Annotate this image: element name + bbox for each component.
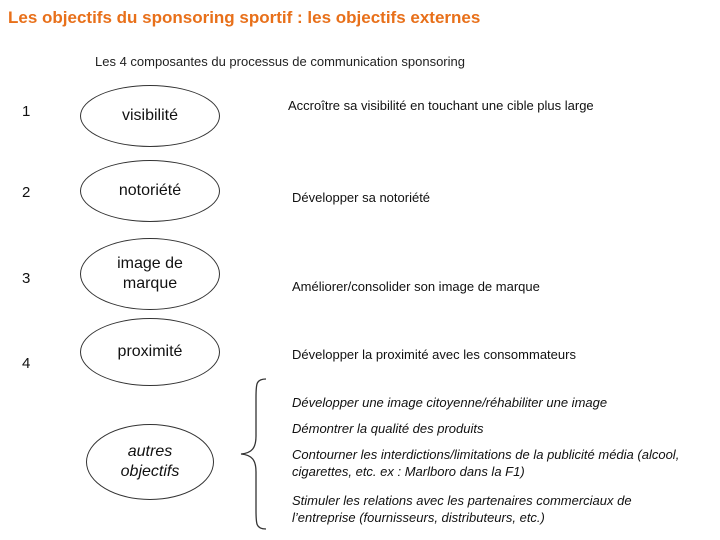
component-number-1: 1	[22, 103, 31, 120]
component-objective-4: Développer la proximité avec les consommateurs	[292, 347, 576, 362]
component-number-4: 4	[22, 355, 31, 372]
component-label-proximite: proximité	[117, 343, 183, 360]
other-objective-1: Développer une image citoyenne/réhabiliter une image	[292, 395, 608, 410]
component-oval-visibilite	[80, 85, 220, 147]
page-title: Les objectifs du sponsoring sportif : les objectifs externes	[8, 8, 481, 27]
other-objectives-label-line1: autres	[127, 443, 173, 460]
component-oval-proximite	[80, 318, 220, 386]
component-oval-image-de-marque	[80, 238, 220, 310]
component-number-3: 3	[22, 270, 31, 287]
curly-brace-icon	[236, 376, 276, 532]
component-number-2: 2	[22, 184, 31, 201]
component-objective-3: Améliorer/consolider son image de marque	[292, 279, 540, 294]
component-objective-1: Accroître sa visibilité en touchant une cible plus large	[288, 98, 594, 113]
component-label-image-line1: image de	[117, 255, 183, 272]
other-objectives-label-line2: objectifs	[120, 463, 180, 480]
other-objective-3: Contourner les interdictions/limitations de la publicité média (alcool, cigarettes, etc. ex : Marlboro dans la F1)	[292, 447, 680, 479]
subtitle: Les 4 composantes du processus de communication sponsoring	[95, 54, 465, 69]
component-objective-2: Développer sa notoriété	[292, 190, 431, 205]
other-objective-2: Démontrer la qualité des produits	[292, 421, 484, 436]
component-label-image-line2: marque	[122, 275, 178, 292]
other-objectives-oval	[86, 424, 214, 500]
component-oval-notoriete	[80, 160, 220, 222]
component-label-visibilite: visibilité	[121, 107, 178, 124]
component-label-notoriete: notoriété	[118, 182, 182, 199]
other-objective-4: Stimuler les relations avec les partenaires commerciaux de l’entreprise (fournisseurs, distributeurs, etc.)	[292, 493, 632, 525]
